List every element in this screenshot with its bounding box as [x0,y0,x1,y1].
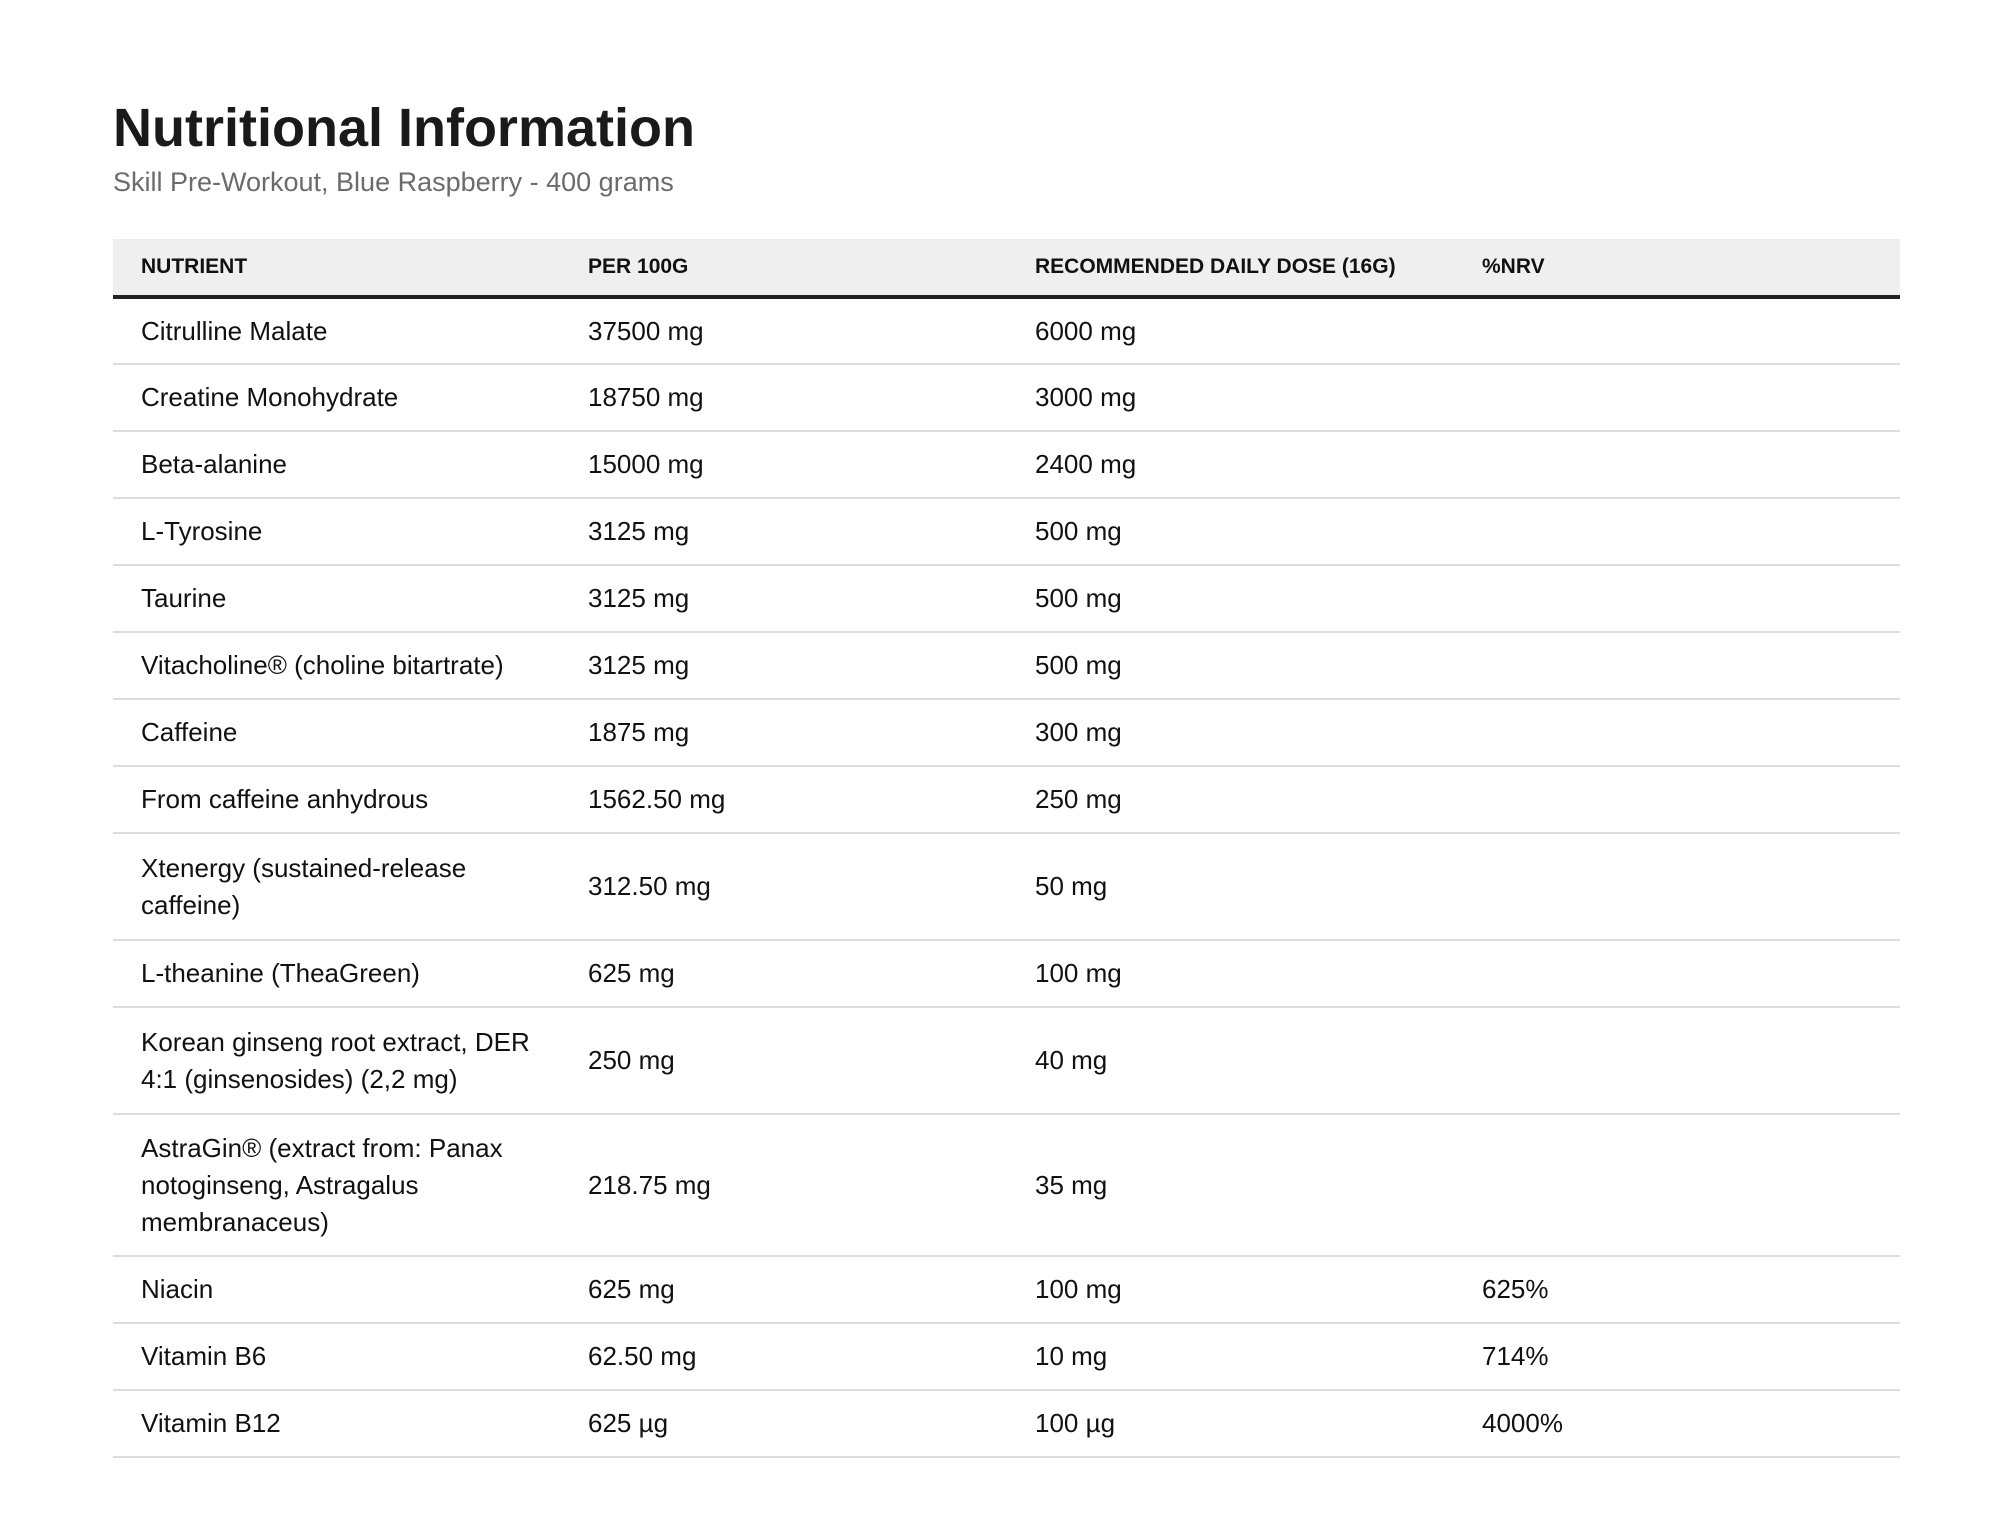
page-title: Nutritional Information [113,98,695,158]
daily-dose-cell: 100 mg [1007,940,1454,1007]
nutrient-cell: Caffeine [113,699,560,766]
nrv-cell [1454,940,1900,1007]
nrv-cell [1454,632,1900,699]
product-subtitle: Skill Pre-Workout, Blue Raspberry - 400 grams [113,167,674,197]
nrv-cell [1454,431,1900,498]
nrv-cell [1454,297,1900,364]
nutrient-cell: Citrulline Malate [113,297,560,364]
nutrition-page [113,92,1900,1438]
table-row [113,1390,1900,1457]
nrv-cell: 4000% [1454,1390,1900,1457]
nrv-cell [1454,699,1900,766]
nrv-cell [1454,1114,1900,1256]
per-100g-cell: 625 mg [560,1256,1007,1323]
table-row [113,565,1900,632]
nutrient-cell: Niacin [113,1256,560,1323]
daily-dose-cell: 100 µg [1007,1390,1454,1457]
nutrient-cell: AstraGin® (extract from: Panax notoginseng, Astragalus membranaceus) [113,1114,560,1256]
per-100g-cell: 3125 mg [560,632,1007,699]
per-100g-cell: 37500 mg [560,297,1007,364]
nutrient-cell: Vitacholine® (choline bitartrate) [113,632,560,699]
nutrient-cell: Vitamin B12 [113,1390,560,1457]
table-header [113,239,1900,297]
table-row [113,297,1900,364]
per-100g-cell: 18750 mg [560,364,1007,431]
nutrient-cell: Xtenergy (sustained-release caffeine) [113,833,560,940]
nutrient-cell: L-Tyrosine [113,498,560,565]
daily-dose-cell: 250 mg [1007,766,1454,833]
table-row [113,431,1900,498]
table-row [113,833,1900,940]
table-row [113,1256,1900,1323]
daily-dose-cell: 500 mg [1007,632,1454,699]
table-row [113,940,1900,1007]
nrv-cell [1454,565,1900,632]
nutrient-cell: Vitamin B6 [113,1323,560,1390]
table-row [113,632,1900,699]
header-nutrient: NUTRIENT [113,239,560,297]
daily-dose-cell: 500 mg [1007,565,1454,632]
daily-dose-cell: 10 mg [1007,1323,1454,1390]
table-row [113,766,1900,833]
daily-dose-cell: 3000 mg [1007,364,1454,431]
per-100g-cell: 625 mg [560,940,1007,1007]
per-100g-cell: 250 mg [560,1007,1007,1114]
daily-dose-cell: 6000 mg [1007,297,1454,364]
nutrient-cell: Beta-alanine [113,431,560,498]
daily-dose-cell: 50 mg [1007,833,1454,940]
table-row [113,699,1900,766]
header-nrv: %NRV [1454,239,1900,297]
nrv-cell: 714% [1454,1323,1900,1390]
table-row [113,364,1900,431]
daily-dose-cell: 2400 mg [1007,431,1454,498]
nutrient-cell: From caffeine anhydrous [113,766,560,833]
per-100g-cell: 625 µg [560,1390,1007,1457]
nrv-cell [1454,498,1900,565]
table-row [113,498,1900,565]
per-100g-cell: 62.50 mg [560,1323,1007,1390]
header-per-100g: PER 100G [560,239,1007,297]
table-row [113,1007,1900,1114]
nrv-cell [1454,766,1900,833]
nrv-cell [1454,364,1900,431]
nutrient-cell: Creatine Monohydrate [113,364,560,431]
table-row [113,1114,1900,1256]
per-100g-cell: 3125 mg [560,498,1007,565]
per-100g-cell: 3125 mg [560,565,1007,632]
daily-dose-cell: 35 mg [1007,1114,1454,1256]
nrv-cell [1454,1007,1900,1114]
header-daily-dose: RECOMMENDED DAILY DOSE (16G) [1007,239,1454,297]
nutrition-table [113,239,1900,1458]
nrv-cell [1454,833,1900,940]
daily-dose-cell: 40 mg [1007,1007,1454,1114]
per-100g-cell: 1875 mg [560,699,1007,766]
table-body [113,297,1900,1457]
per-100g-cell: 1562.50 mg [560,766,1007,833]
table-row [113,1323,1900,1390]
nutrient-cell: L-theanine (TheaGreen) [113,940,560,1007]
daily-dose-cell: 100 mg [1007,1256,1454,1323]
nrv-cell: 625% [1454,1256,1900,1323]
per-100g-cell: 312.50 mg [560,833,1007,940]
per-100g-cell: 218.75 mg [560,1114,1007,1256]
daily-dose-cell: 300 mg [1007,699,1454,766]
daily-dose-cell: 500 mg [1007,498,1454,565]
nutrient-cell: Taurine [113,565,560,632]
per-100g-cell: 15000 mg [560,431,1007,498]
nutrient-cell: Korean ginseng root extract, DER 4:1 (ginsenosides) (2,2 mg) [113,1007,560,1114]
